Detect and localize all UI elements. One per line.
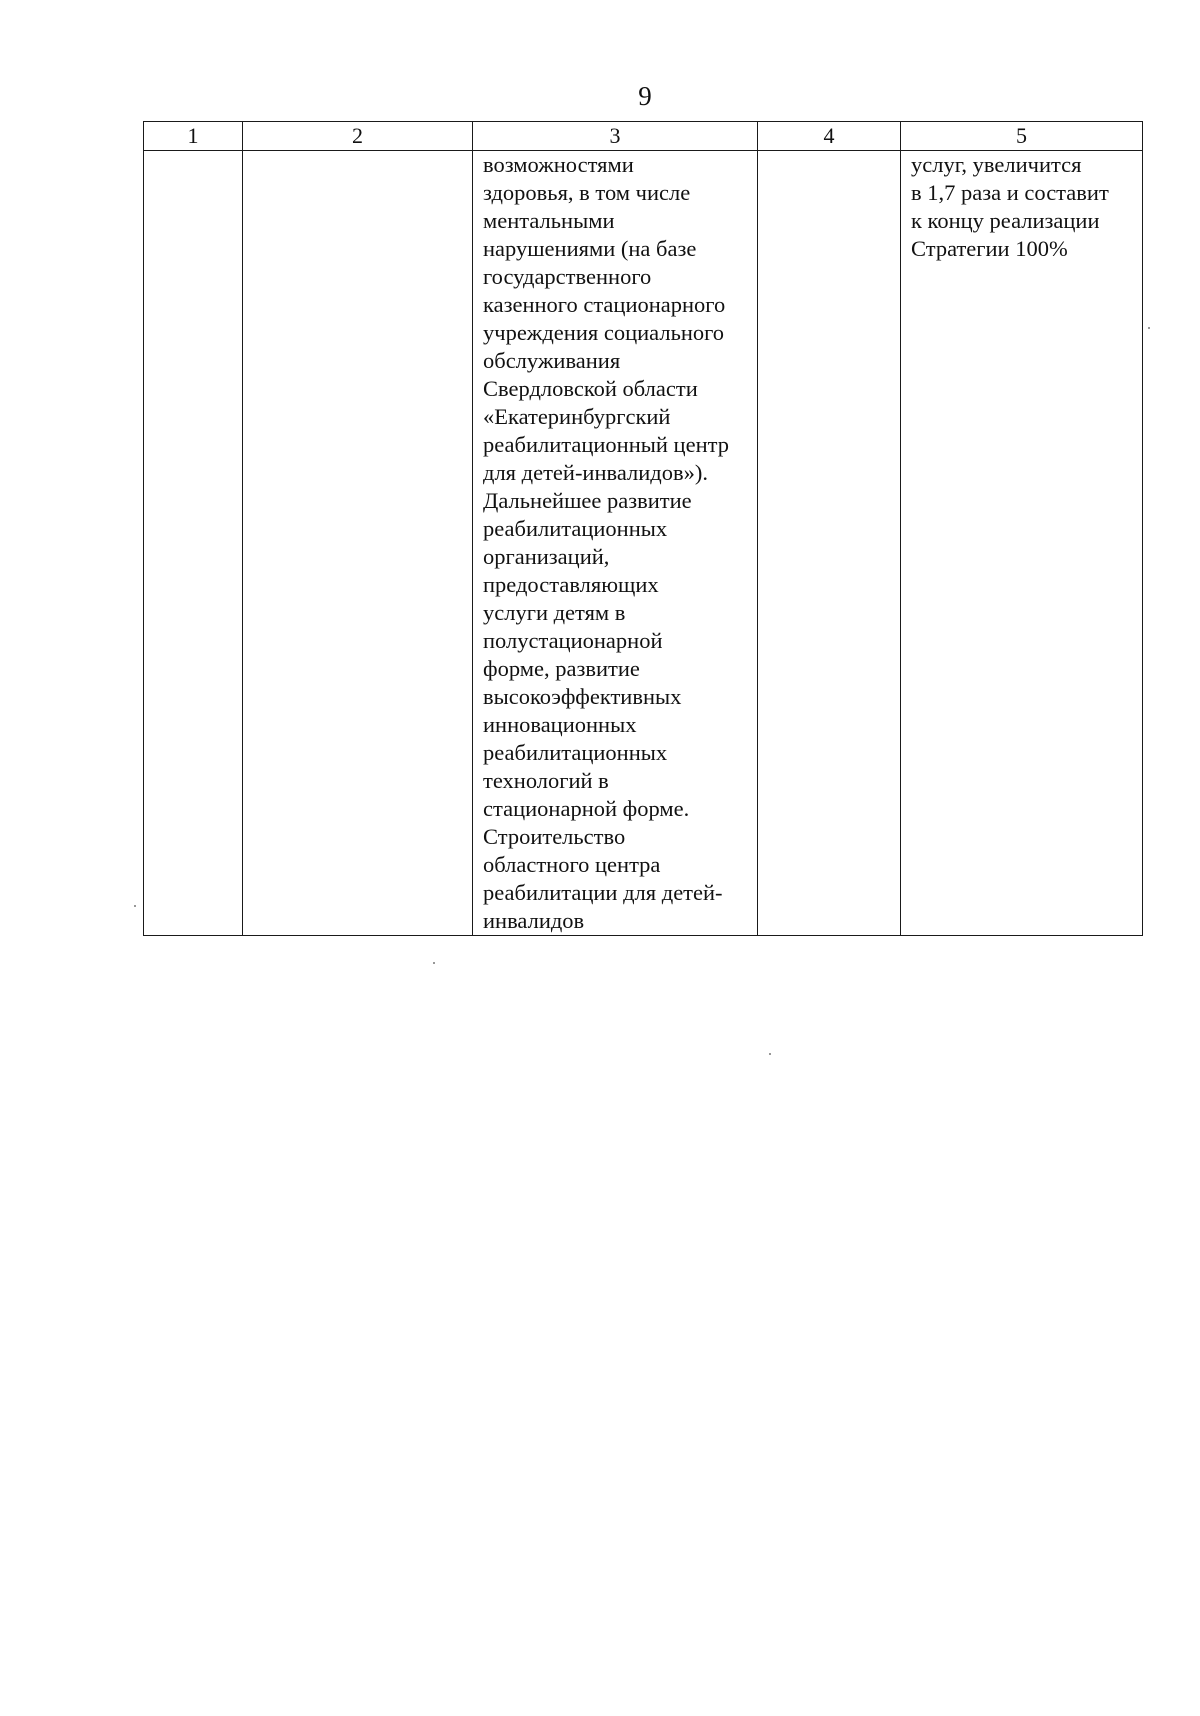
column-header-3: 3 [473, 122, 758, 151]
cell-col4 [758, 151, 901, 936]
column-header-5: 5 [901, 122, 1143, 151]
cell-col3-text: возможностями здоровья, в том числе ментальными нарушениями (на базе государственного казенного стационарного учреждения социального обслуживания Свердловской области «Екатеринбургский реабилитационный центр для детей-инвалидов»). Дальнейшее развитие реабилитационных организаций, предоставляющих услуги детям в полустационарной форме, развитие высокоэффективных инновационных реабилитационных технологий в стационарной форме. Строительство областного центра реабилитации для детей- инвалидов [483, 152, 729, 933]
scan-speck [1148, 327, 1150, 329]
table-header-row [144, 122, 1143, 151]
cell-col3 [473, 151, 758, 936]
cell-col5-text: услуг, увеличится в 1,7 раза и составит к концу реализации Стратегии 100% [911, 152, 1109, 261]
page-number: 9 [638, 81, 652, 111]
table-row [144, 151, 1143, 936]
scan-speck [433, 962, 435, 964]
scan-speck [134, 905, 136, 907]
scan-speck [769, 1053, 771, 1055]
column-header-4: 4 [758, 122, 901, 151]
column-header-1: 1 [144, 122, 243, 151]
cell-col5 [901, 151, 1143, 936]
cell-col2 [243, 151, 473, 936]
document-table [143, 121, 1143, 936]
column-header-2: 2 [243, 122, 473, 151]
cell-col1 [144, 151, 243, 936]
